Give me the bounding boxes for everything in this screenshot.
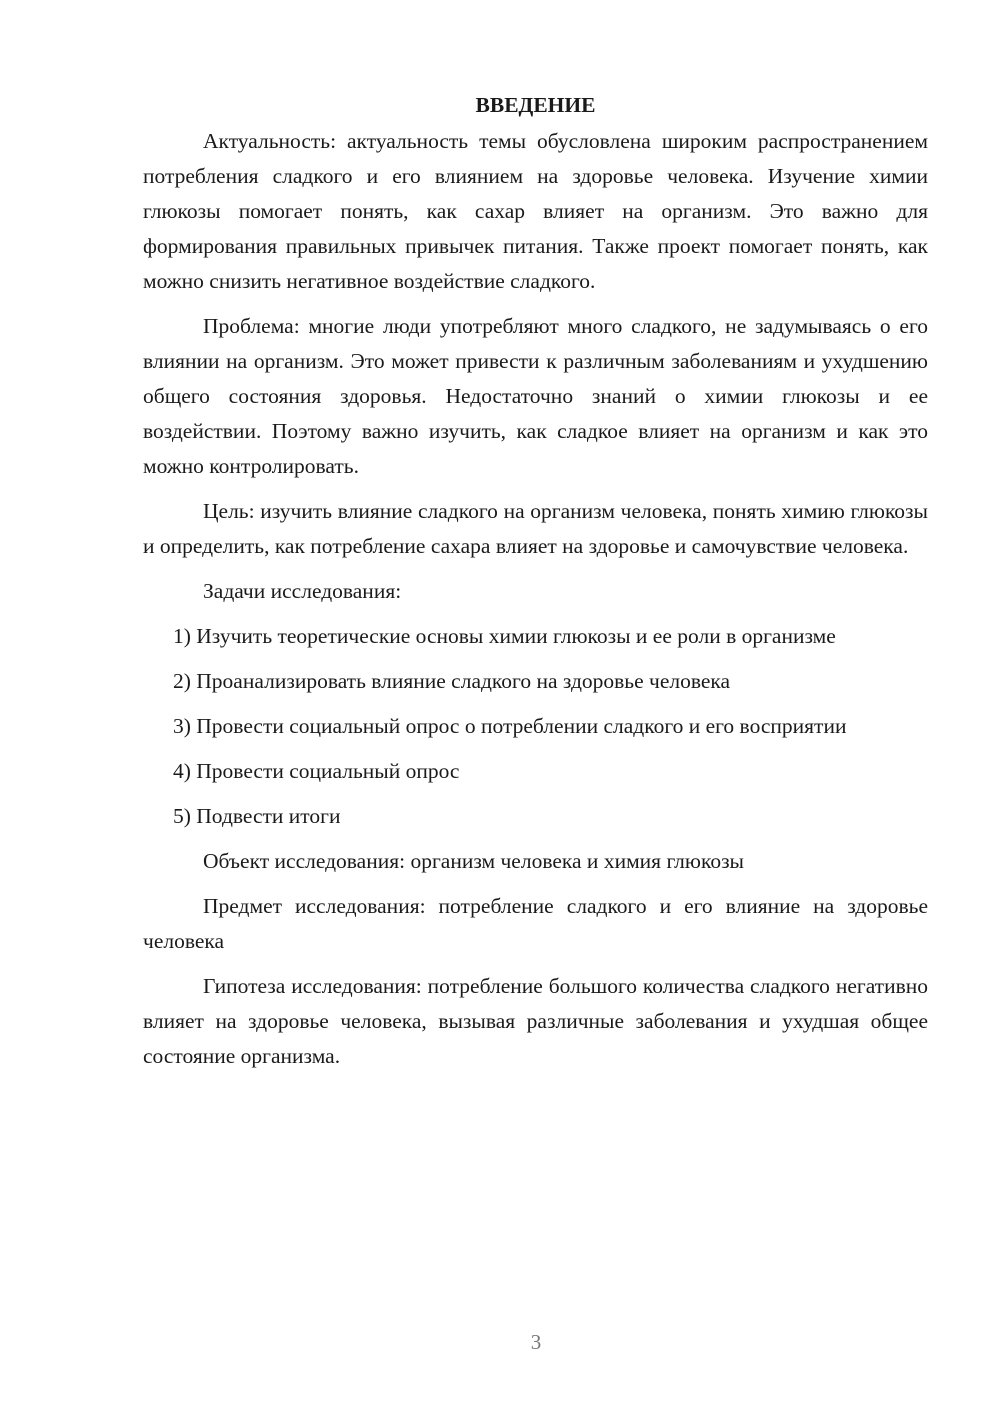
list-item: 2) Проанализировать влияние сладкого на здоровье человека <box>173 669 731 693</box>
document-page <box>143 88 928 1084</box>
tasks-list <box>143 619 928 834</box>
paragraph-problem: Проблема: многие люди употребляют много сладкого, не задумываясь о его влиянии на организм. Это может привести к различным заболеваниям и ухудшению общего состояния здоровья. Недостаточно знаний о химии глюкозы и ее воздействии. Поэтому важно изучить, как сладкое влияет на организм и как это можно контролировать. <box>143 314 928 478</box>
list-item: 4) Провести социальный опрос <box>173 759 460 783</box>
section-title: ВВЕДЕНИЕ <box>475 93 596 117</box>
paragraph-relevance: Актуальность: актуальность темы обусловлена широким распространением потребления сладкого и его влиянием на здоровье человека. Изучение химии глюкозы помогает понять, как сахар влияет на организм. Это важно для формирования правильных привычек питания. Также проект помогает понять, как можно снизить негативное воздействие сладкого. <box>143 129 928 293</box>
tasks-heading: Задачи исследования: <box>203 579 402 603</box>
list-item: 3) Провести социальный опрос о потреблении сладкого и его восприятии <box>173 714 847 738</box>
paragraph-goal: Цель: изучить влияние сладкого на организм человека, понять химию глюкозы и определить, как потребление сахара влияет на здоровье и самочувствие человека. <box>143 499 928 558</box>
paragraph-hypothesis: Гипотеза исследования: потребление большого количества сладкого негативно влияет на здоровье человека, вызывая различные заболевания и ухудшая общее состояние организма. <box>143 974 928 1068</box>
paragraph-object: Объект исследования: организм человека и химия глюкозы <box>203 849 745 873</box>
paragraph-subject: Предмет исследования: потребление сладкого и его влияние на здоровье человека <box>143 894 928 953</box>
list-item: 1) Изучить теоретические основы химии глюкозы и ее роли в организме <box>173 624 836 648</box>
page-number: 3 <box>530 1330 542 1354</box>
list-item: 5) Подвести итоги <box>173 804 341 828</box>
